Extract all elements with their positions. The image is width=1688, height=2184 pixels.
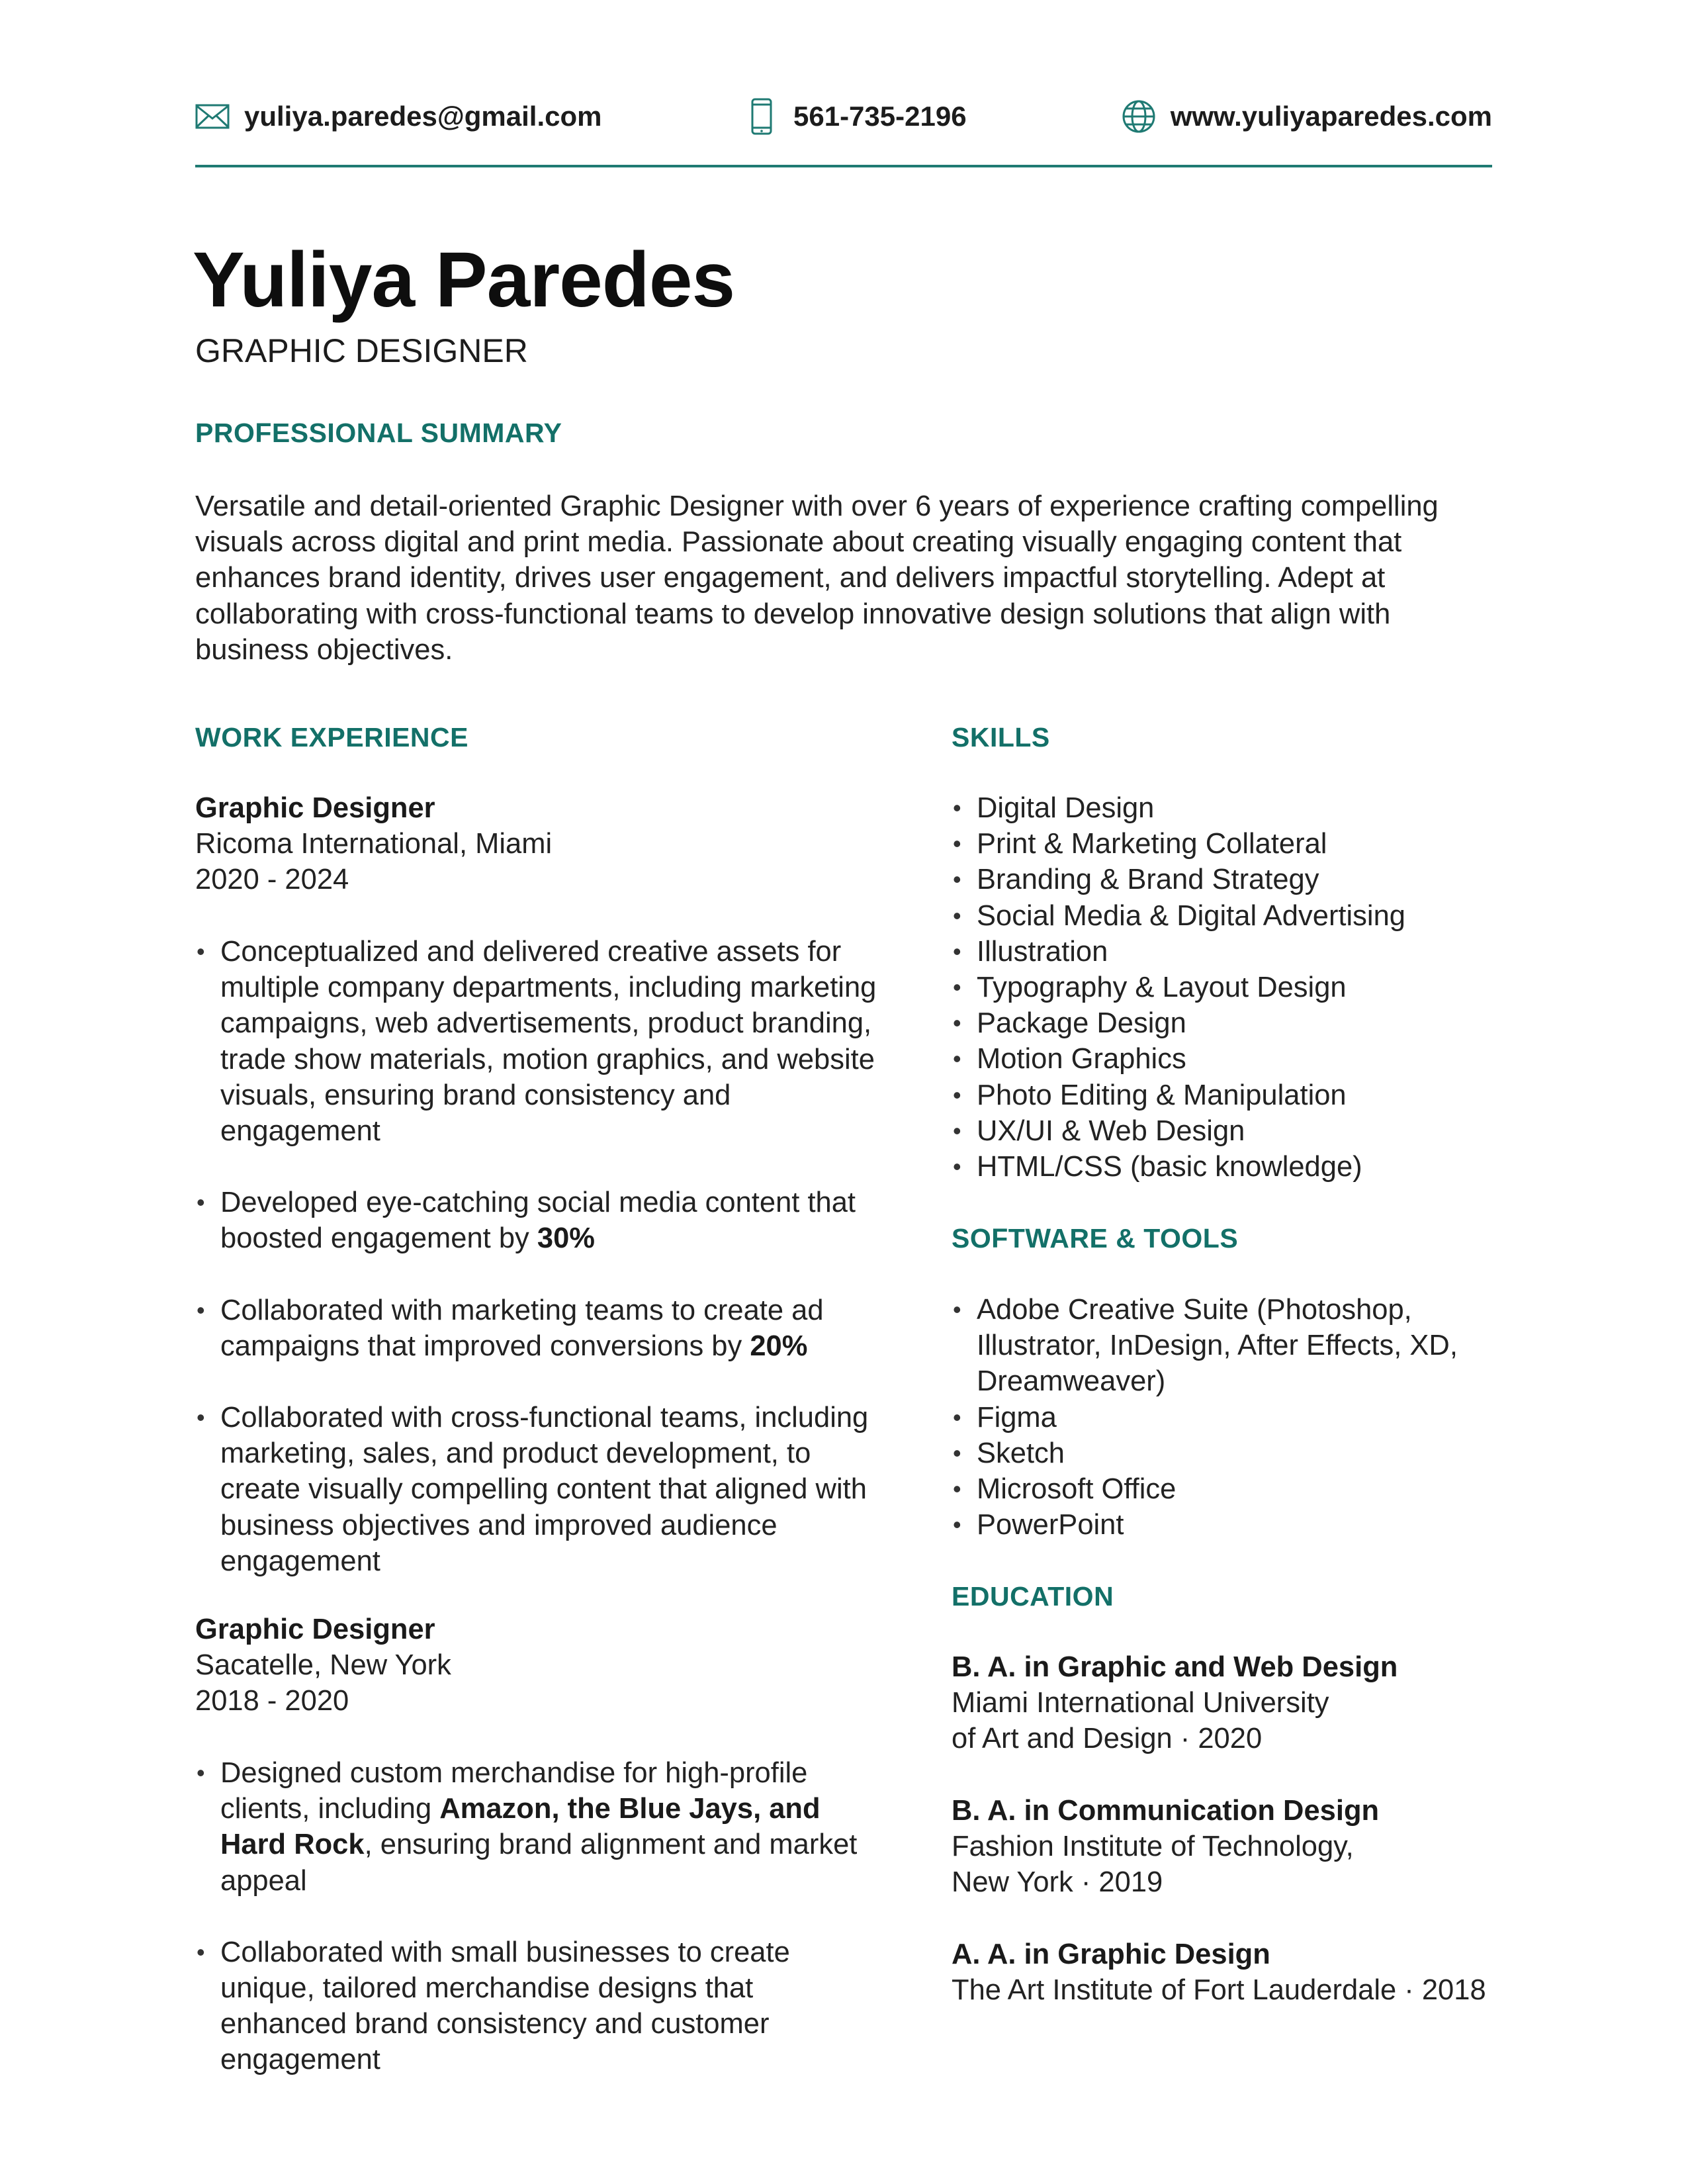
job-dates: 2018 - 2020 [195, 1685, 349, 1717]
education-heading: EDUCATION [952, 1581, 1114, 1612]
contact-email[interactable] [195, 95, 602, 138]
skills-list [952, 790, 1494, 1185]
job-bullet: • Conceptualized and delivered creative assets for multiple company departments, including marketing campaigns, web advertisements, product branding, trade show materials, motion graphics, and website visuals, ensuring brand consistency and engagement [195, 934, 883, 1149]
job-bullet-list [195, 934, 883, 1579]
job-role: Graphic Designer [195, 1614, 435, 1645]
software-item: • Figma [952, 1400, 1494, 1435]
contact-website[interactable] [1122, 95, 1492, 138]
job-bullet: • Designed custom merchandise for high-profile clients, including Amazon, the Blue Jays, and Hard Rock, ensuring brand alignment and market appeal [195, 1755, 883, 1899]
skill-item: • Branding & Brand Strategy [952, 862, 1494, 897]
job-bullet: • Collaborated with marketing teams to create ad campaigns that improved conversions by 20% [195, 1293, 883, 1364]
job-bullet: • Collaborated with cross-functional teams, including marketing, sales, and product development, to create visually compelling content that aligned with business objectives and improved audience engagement [195, 1400, 883, 1579]
mobile-phone-icon [744, 99, 779, 134]
degree-school: Miami International University [952, 1687, 1329, 1719]
education-entry [952, 1793, 1494, 1901]
summary-heading: PROFESSIONAL SUMMARY [195, 418, 562, 448]
job-entry [195, 1612, 883, 1719]
globe-icon [1122, 99, 1156, 134]
envelope-icon [195, 99, 230, 134]
phone-text: 561-735-2196 [793, 101, 967, 132]
software-item: • Microsoft Office [952, 1471, 1494, 1507]
education-entry [952, 1936, 1494, 2008]
skill-item: • Print & Marketing Collateral [952, 826, 1494, 862]
software-item: • Sketch [952, 1435, 1494, 1471]
skill-item: • Package Design [952, 1005, 1494, 1041]
header-divider [195, 165, 1492, 167]
degree-school-year: of Art and Design · 2020 [952, 1723, 1263, 1755]
job-role: Graphic Designer [195, 792, 435, 824]
skill-item: • Typography & Layout Design [952, 970, 1494, 1005]
degree-title: B. A. in Graphic and Web Design [952, 1651, 1398, 1683]
degree-school-year: The Art Institute of Fort Lauderdale · 2018 [952, 1974, 1486, 2007]
software-item: • Adobe Creative Suite (Photoshop, Illustrator, InDesign, After Effects, XD, Dreamweaver) [952, 1292, 1494, 1400]
skill-item: • Digital Design [952, 790, 1494, 826]
skill-item: • HTML/CSS (basic knowledge) [952, 1149, 1494, 1185]
work-experience-heading: WORK EXPERIENCE [195, 722, 468, 752]
job-bullet: • Collaborated with small businesses to create unique, tailored merchandise designs that enhanced brand consistency and customer engagement [195, 1934, 883, 2078]
software-heading: SOFTWARE & TOOLS [952, 1223, 1239, 1253]
degree-title: B. A. in Communication Design [952, 1795, 1380, 1827]
skills-heading: SKILLS [952, 722, 1050, 752]
contact-bar [195, 95, 1492, 138]
degree-title: A. A. in Graphic Design [952, 1938, 1270, 1970]
software-list [952, 1292, 1494, 1543]
skill-item: • Illustration [952, 934, 1494, 970]
candidate-name: Yuliya Paredes [193, 236, 735, 324]
summary-text: Versatile and detail-oriented Graphic Designer with over 6 years of experience crafting compelling visuals across digital and print media. Passionate about creating visually engaging content that enhances brand identity, drives user engagement, and delivers impactful storytelling. Adept at collaborating with cross-functional teams to develop innovative design solutions that align with business objectives. [195, 490, 1439, 666]
job-company: Sacatelle, New York [195, 1649, 451, 1682]
job-company: Ricoma International, Miami [195, 828, 553, 860]
skill-item: • Photo Editing & Manipulation [952, 1077, 1494, 1113]
contact-phone[interactable] [744, 95, 967, 138]
software-item: • PowerPoint [952, 1507, 1494, 1543]
skill-item: • Social Media & Digital Advertising [952, 898, 1494, 934]
email-text: yuliya.paredes@gmail.com [244, 101, 602, 132]
skill-item: • Motion Graphics [952, 1041, 1494, 1077]
candidate-title: GRAPHIC DESIGNER [195, 332, 528, 369]
job-bullet: • Developed eye-catching social media content that boosted engagement by 30% [195, 1185, 883, 1256]
degree-school-year: New York · 2019 [952, 1866, 1163, 1899]
job-bullet-list [195, 1755, 883, 2078]
skill-item: • UX/UI & Web Design [952, 1113, 1494, 1149]
degree-school: Fashion Institute of Technology, [952, 1831, 1354, 1863]
website-text: www.yuliyaparedes.com [1170, 101, 1492, 132]
job-dates: 2020 - 2024 [195, 864, 349, 896]
job-entry [195, 790, 883, 898]
education-entry [952, 1649, 1494, 1757]
